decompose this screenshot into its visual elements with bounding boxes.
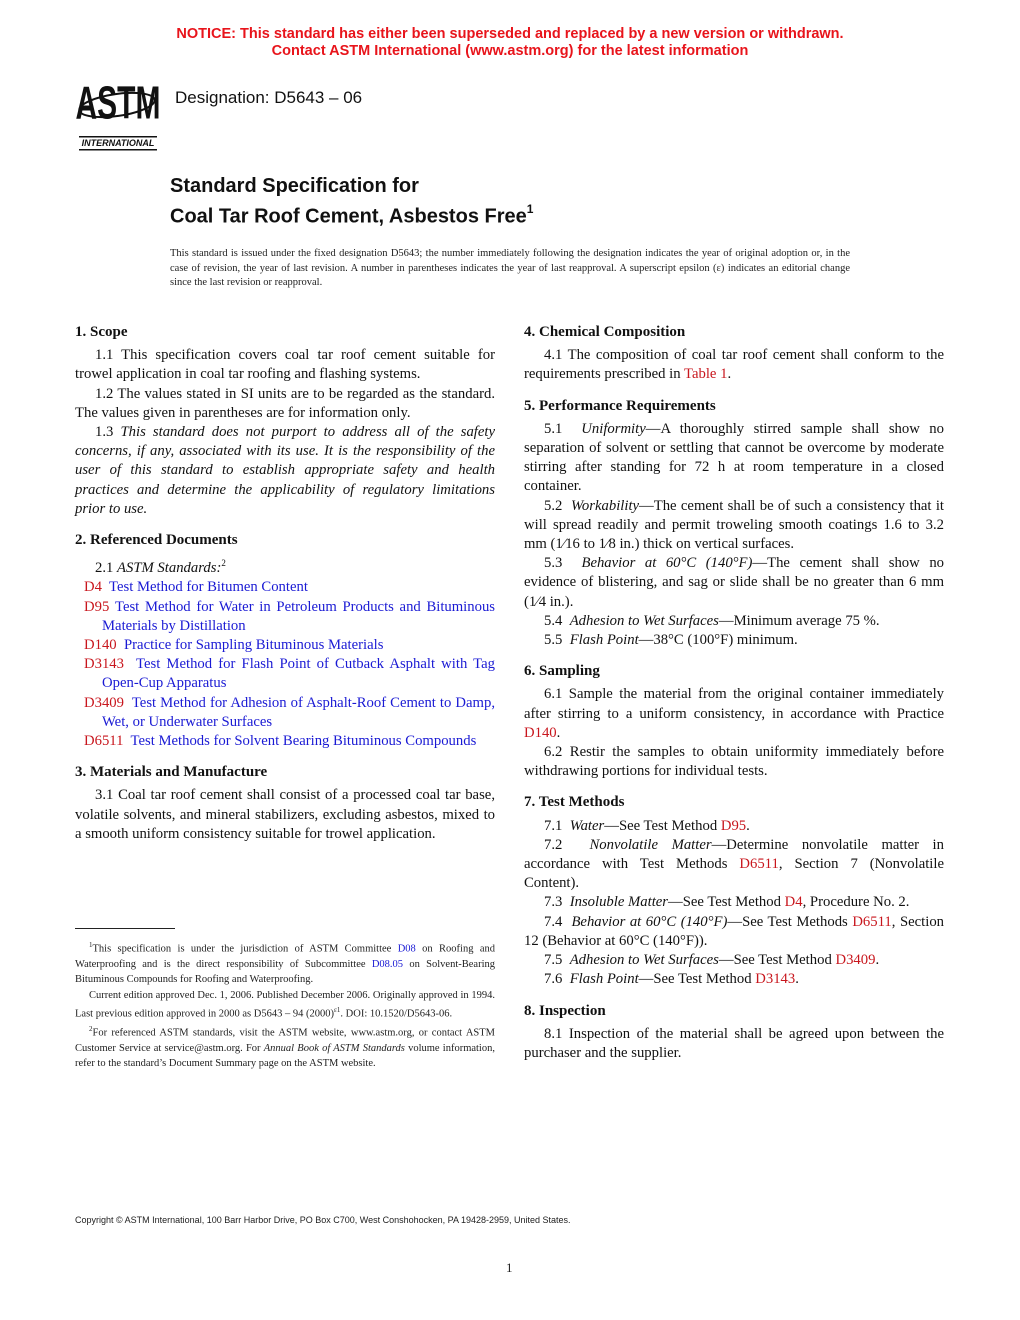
- notice-line-1: NOTICE: This standard has either been superseded and replaced by a new version or withdrawn.: [176, 26, 844, 42]
- section-heading: 1. Scope: [75, 324, 128, 340]
- d6511-link[interactable]: D6511: [739, 856, 779, 873]
- paragraph-6-2: 6.2 Restir the samples to obtain uniformity immediately before withdrawing portions for individual tests.: [524, 744, 944, 780]
- section-heading: 4. Chemical Composition: [524, 324, 686, 340]
- footnote-ref-2[interactable]: 2: [221, 558, 226, 569]
- paragraph-5-4: 5.4 Adhesion to Wet Surfaces—Minimum average 75 %.: [544, 612, 880, 629]
- paragraph-7-2: 7.2 Nonvolatile Matter—Determine nonvolatile matter in accordance with Test Methods D6511, Section 7 (Nonvolatile Content).: [524, 836, 944, 892]
- right-column: [524, 323, 944, 1075]
- reference-link-d95[interactable]: D95 Test Method for Water in Petroleum Products and Bituminous Materials by Distillation: [84, 598, 496, 634]
- paragraph-8-1: 8.1 Inspection of the material shall be agreed upon between the purchaser and the supplier.: [524, 1025, 944, 1061]
- paragraph-4-1: 4.1 The composition of coal tar roof cement shall conform to the requirements prescribed in Table 1.: [524, 347, 944, 383]
- notice-line-2: Contact ASTM International (www.astm.org) for the latest information: [271, 43, 749, 59]
- committee-link-d08[interactable]: D08: [397, 943, 416, 955]
- supersede-notice: [0, 26, 1020, 60]
- paragraph-1-1: 1.1 This specification covers coal tar roof cement suitable for trowel application in coal tar roofing and flashing systems.: [75, 347, 495, 383]
- section-heading: 7. Test Methods: [524, 794, 625, 811]
- paragraph-6-1: 6.1 Sample the material from the original container immediately after stirring to a uniform consistency, in accordance with Practice D140.: [524, 686, 944, 741]
- title-line-1: Standard Specification for: [170, 175, 419, 197]
- reference-link-d4[interactable]: D4 Test Method for Bitumen Content: [84, 579, 308, 596]
- d3143-link[interactable]: D3143: [755, 971, 796, 988]
- page-number: 1: [506, 1260, 513, 1275]
- section-heading: 2. Referenced Documents: [75, 532, 238, 549]
- d140-link[interactable]: D140: [524, 724, 557, 741]
- paragraph-1-3: 1.3 This standard does not purport to address all of the safety concerns, if any, associated with its use. It is the responsibility of the user of this standard to establish appropriate safety and health practices and determine the applicability of regulatory limitations prior to use.: [75, 424, 495, 517]
- reference-link-d140[interactable]: D140 Practice for Sampling Bituminous Materials: [84, 636, 384, 653]
- reference-link-d3409[interactable]: D3409 Test Method for Adhesion of Asphalt-Roof Cement to Damp, Wet, or Underwater Surfaces: [84, 694, 495, 730]
- title-line-2: Coal Tar Roof Cement, Asbestos Free$^1$: [170, 202, 534, 228]
- paragraph-5-1: 5.1 Uniformity—A thoroughly stirred sample shall show no separation of solvent or settling that cannot be overcome by moderate stirring after standing for 72 h at room temperature in a closed container.: [524, 420, 944, 495]
- section-scope: [75, 323, 495, 519]
- section-heading: 5. Performance Requirements: [524, 397, 716, 414]
- footnote-ref-1[interactable]: 1: [526, 202, 534, 216]
- paragraph-7-3: 7.3 Insoluble Matter—See Test Method D4, Procedure No. 2.: [544, 894, 910, 911]
- d6511-link[interactable]: D6511: [852, 913, 892, 930]
- section-referenced-documents: [75, 531, 495, 751]
- section-heading: 3. Materials and Manufacture: [75, 764, 268, 781]
- svg-text:ASTM: ASTM: [75, 78, 161, 130]
- subcommittee-link-d08-05[interactable]: D08.05: [371, 958, 404, 970]
- reference-link-d6511[interactable]: D6511 Test Methods for Solvent Bearing Bituminous Compounds: [84, 732, 477, 749]
- section-heading: 8. Inspection: [524, 1002, 606, 1019]
- d95-link[interactable]: D95: [720, 817, 747, 834]
- footnote-1: $^1$This specification is under the jurisdiction of ASTM Committee D08 on Roofing and Waterproofing and is the direct responsibility of Subcommittee D08.05 on Solvent-Bearing Bituminous Compounds for Roofing and Waterproofing.: [75, 941, 495, 986]
- section-chemical-composition: [524, 323, 944, 385]
- paragraph-7-4: 7.4 Behavior at 60°C (140°F)—See Test Methods D6511, Section 12 (Behavior at 60°C (140°F)).: [524, 913, 945, 949]
- paragraph-3-1: 3.1 Coal tar roof cement shall consist of a processed coal tar base, volatile solvents, and mineral stabilizers, excluding asbestos, mixed to a smooth uniform consistency suitable for trowel application.: [75, 787, 495, 842]
- paragraph-5-3: 5.3 Behavior at 60°C (140°F)—The cement shall show no evidence of blistering, and sag or slide shall be no greater than 6 mm (1⁄4 in.).: [524, 555, 945, 610]
- d3409-link[interactable]: D3409: [835, 952, 876, 969]
- paragraph-5-2: 5.2 Workability—The cement shall be of such a consistency that it will spread readily and permit troweling smooth coatings 1.6 to 3.2 mm (1⁄16 to 1⁄8 in.) thick on vertical surfaces.: [524, 497, 945, 553]
- table-1-link[interactable]: Table 1: [684, 366, 728, 383]
- footnote-divider: [75, 928, 175, 929]
- paragraph-1-2: 1.2 The values stated in SI units are to be regarded as the standard. The values given in parentheses are for information only.: [75, 385, 495, 421]
- astm-international-logo-icon: [75, 72, 161, 152]
- svg-text:INTERNATIONAL: INTERNATIONAL: [81, 138, 155, 148]
- footnotes: [75, 938, 495, 1072]
- section-sampling: [524, 662, 944, 781]
- designation: Designation: D5643 – 06: [175, 88, 363, 107]
- copyright-line: Copyright © ASTM International, 100 Barr Harbor Drive, PO Box C700, West Conshohocken, PA 19428-2959, United States.: [75, 1215, 571, 1225]
- paragraph-7-5: 7.5 Adhesion to Wet Surfaces—See Test Method D3409.: [544, 952, 880, 969]
- paragraph-5-5: 5.5 Flash Point—38°C (100°F) minimum.: [544, 632, 798, 649]
- section-heading: 6. Sampling: [524, 663, 600, 680]
- issuance-note: This standard is issued under the fixed designation D5643; the number immediately following the designation indicates the year of original adoption or, in the case of revision, the year of last revision. A number in parentheses indicates the year of last reapproval. A superscript epsilon (ε) indicates an editorial change since the last revision or reapproval.: [170, 248, 850, 288]
- paragraph-7-1: 7.1 Water—See Test Method D95.: [544, 817, 750, 834]
- left-column: [75, 323, 495, 856]
- footnote-1-edition: Current edition approved Dec. 1, 2006. Published December 2006. Originally approved in 1994. Last previous edition approved in 2000 as D5643 – 94 $(2000)^{\varepsilon 1}$. DOI: 10.1520/D5643-06.: [75, 989, 495, 1020]
- d4-link[interactable]: D4: [784, 894, 803, 911]
- section-materials: [75, 763, 495, 844]
- document-title: [170, 174, 533, 230]
- paragraph-2-1: 2.1 ASTM Standards:$^2$: [95, 558, 226, 577]
- paragraph-7-6: 7.6 Flash Point—See Test Method D3143.: [544, 971, 799, 988]
- footnote-2: $^2$For referenced ASTM standards, visit the ASTM website, www.astm.org, or contact ASTM Customer Service at service@astm.org. For Annual Book of ASTM Standards volume information, refer to the standard’s Document Summary page on the ASTM website.: [75, 1025, 495, 1070]
- reference-link-d3143[interactable]: D3143 Test Method for Flash Point of Cutback Asphalt with Tag Open-Cup Apparatus: [84, 656, 495, 692]
- section-inspection: [524, 1002, 944, 1064]
- section-test-methods: [524, 793, 944, 989]
- section-performance-requirements: [524, 397, 944, 651]
